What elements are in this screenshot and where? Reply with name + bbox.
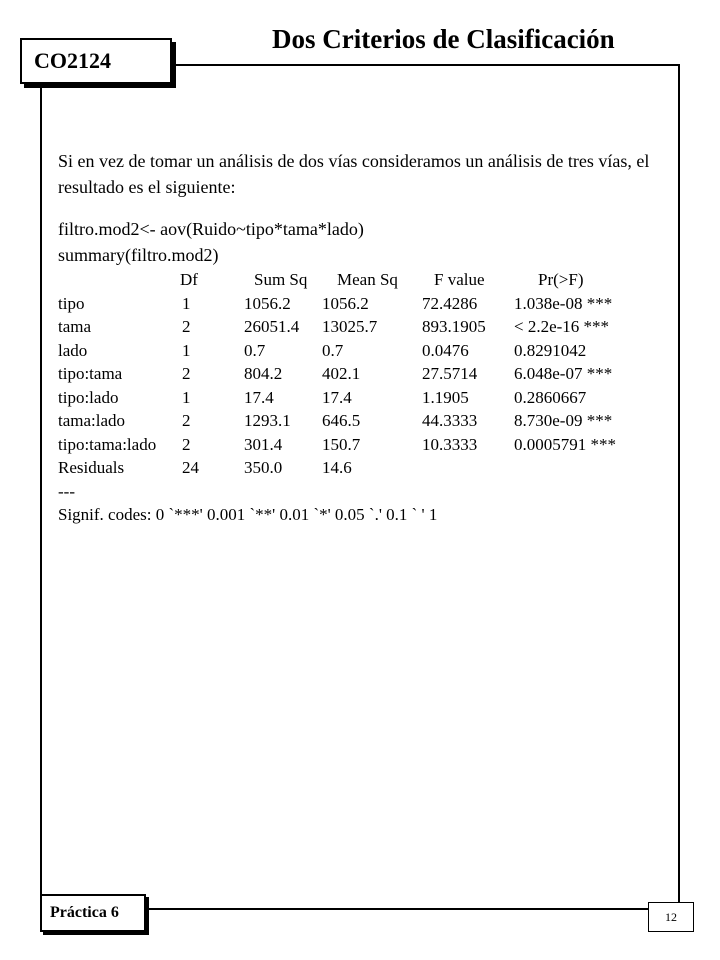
table-row	[58, 433, 668, 457]
table-cell-term: lado	[58, 340, 88, 360]
table-cell-df: 1	[182, 387, 191, 407]
table-cell-sum-sq: 1293.1	[244, 411, 291, 430]
table-cell-term: tama	[58, 317, 92, 336]
table-cell-p: 0.8291042	[514, 340, 587, 360]
signif-codes: Signif. codes: 0 `***' 0.001 `**' 0.01 `*' 0.05 `.' 0.1 ` ' 1	[58, 505, 438, 524]
table-cell-f-value: 1.1905	[422, 387, 469, 407]
col-p-value: Pr(>F)	[538, 270, 584, 289]
code-line-summary: summary(filtro.mod2)	[58, 245, 219, 265]
table-row	[58, 456, 668, 480]
code-line-aov: filtro.mod2<- aov(Ruido~tipo*tama*lado)	[58, 219, 364, 239]
table-cell-f-value: 72.4286	[422, 293, 478, 313]
table-cell-mean-sq: 150.7	[322, 434, 361, 454]
table-cell-mean-sq: 13025.7	[322, 317, 378, 336]
table-cell-f-value: 0.0476	[422, 340, 469, 360]
table-cell-term: tipo:tama:lado	[58, 434, 157, 454]
table-cell-mean-sq: 646.5	[322, 411, 361, 430]
table-cell-df: 24	[182, 458, 199, 477]
page-number: 12	[648, 902, 694, 932]
table-cell-df: 2	[182, 434, 191, 454]
table-cell-term: tipo	[58, 293, 85, 313]
table-cell-mean-sq: 0.7	[322, 340, 344, 360]
table-cell-term: tama:lado	[58, 411, 126, 430]
table-cell-df: 2	[182, 364, 191, 383]
table-row	[58, 409, 668, 433]
table-cell-term: Residuals	[58, 458, 125, 477]
table-cell-f-value: 893.1905	[422, 317, 486, 336]
table-row	[58, 339, 668, 363]
table-cell-mean-sq: 1056.2	[322, 293, 369, 313]
intro-paragraph: Si en vez de tomar un análisis de dos vías consideramos un análisis de tres vías, el resultado es el siguiente:	[58, 151, 650, 197]
table-cell-sum-sq: 1056.2	[244, 293, 291, 313]
table-cell-mean-sq: 14.6	[322, 458, 352, 477]
table-cell-p: 0.0005791 ***	[514, 434, 616, 454]
col-sum-sq: Sum Sq	[254, 270, 308, 289]
table-row	[58, 386, 668, 410]
table-row	[58, 362, 668, 386]
table-row	[58, 292, 668, 316]
anova-table-body	[58, 292, 668, 480]
table-cell-mean-sq: 402.1	[322, 364, 361, 383]
table-cell-sum-sq: 0.7	[244, 340, 266, 360]
table-cell-sum-sq: 17.4	[244, 387, 274, 407]
table-cell-df: 2	[182, 411, 191, 430]
practice-label: Práctica 6	[40, 894, 146, 932]
table-cell-mean-sq: 17.4	[322, 387, 352, 407]
table-cell-sum-sq: 350.0	[244, 458, 283, 477]
page-title: Dos Criterios de Clasificación	[272, 24, 615, 54]
col-mean-sq: Mean Sq	[337, 270, 398, 289]
content	[58, 148, 668, 527]
table-cell-sum-sq: 804.2	[244, 364, 283, 383]
table-cell-sum-sq: 301.4	[244, 434, 283, 454]
table-cell-p: < 2.2e-16 ***	[514, 317, 610, 336]
anova-header-row	[58, 268, 668, 292]
table-cell-f-value: 44.3333	[422, 411, 478, 430]
table-cell-df: 1	[182, 293, 191, 313]
col-f-value: F value	[434, 270, 485, 289]
table-cell-p: 0.2860667	[514, 387, 587, 407]
table-cell-df: 1	[182, 340, 191, 360]
table-cell-p: 1.038e-08 ***	[514, 293, 613, 313]
table-cell-sum-sq: 26051.4	[244, 317, 300, 336]
table-cell-p: 8.730e-09 ***	[514, 411, 613, 430]
table-cell-term: tipo:lado	[58, 387, 119, 407]
table-row	[58, 315, 668, 339]
table-cell-term: tipo:tama	[58, 364, 123, 383]
table-cell-df: 2	[182, 317, 191, 336]
course-code-box: CO2124	[20, 38, 172, 84]
separator: ---	[58, 481, 75, 501]
col-df: Df	[180, 270, 198, 289]
table-cell-f-value: 27.5714	[422, 364, 478, 383]
table-cell-f-value: 10.3333	[422, 434, 478, 454]
table-cell-p: 6.048e-07 ***	[514, 364, 613, 383]
